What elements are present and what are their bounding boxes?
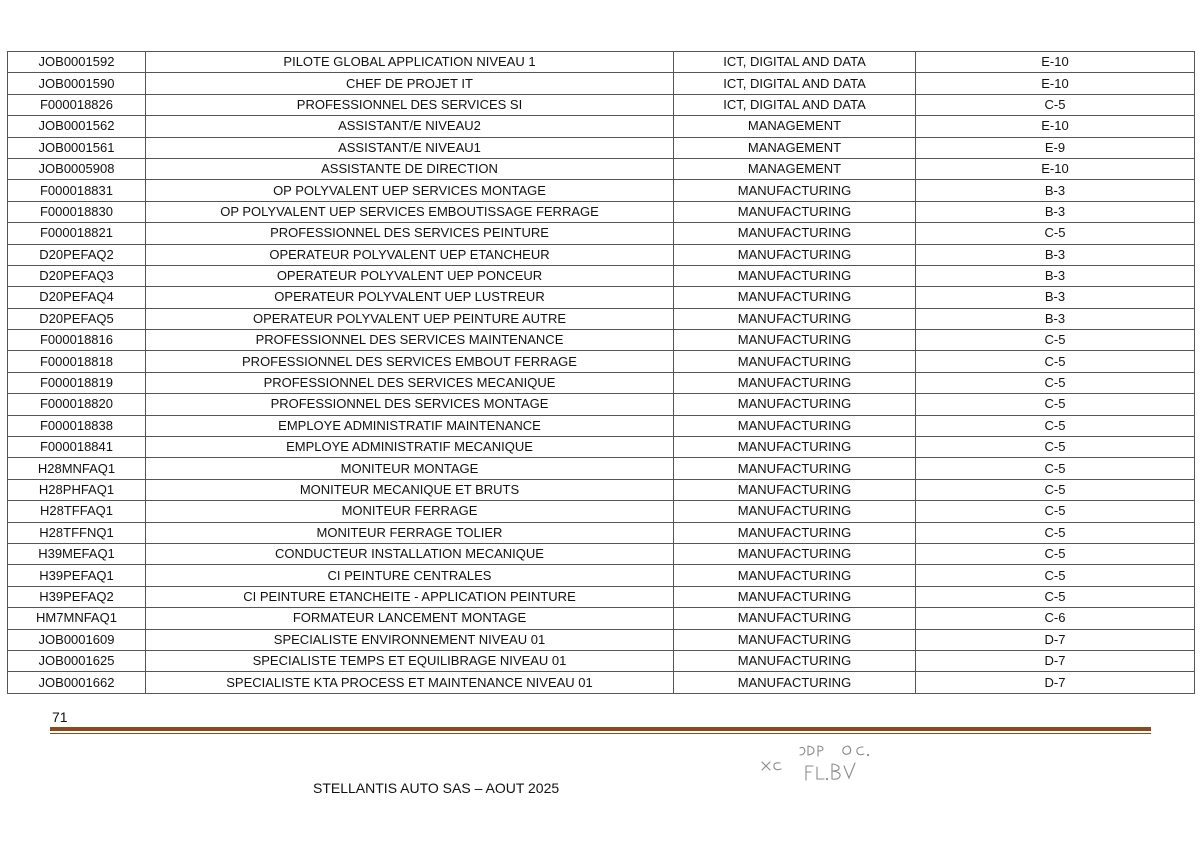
job-code-cell: F000018819: [8, 372, 146, 393]
table-row: [8, 330, 1195, 351]
job-grade-cell: E-10: [916, 116, 1195, 137]
job-table-container: [7, 51, 1194, 694]
job-code-cell: H28TFFNQ1: [8, 522, 146, 543]
job-code-cell: JOB0001561: [8, 137, 146, 158]
job-grade-cell: C-5: [916, 330, 1195, 351]
job-code-cell: D20PEFAQ3: [8, 265, 146, 286]
job-grade-cell: C-5: [916, 351, 1195, 372]
table-row: [8, 265, 1195, 286]
job-code-cell: H28MNFAQ1: [8, 458, 146, 479]
job-title-cell: PROFESSIONNEL DES SERVICES SI: [146, 94, 674, 115]
job-domain-cell: MANUFACTURING: [674, 201, 916, 222]
table-row: [8, 501, 1195, 522]
job-domain-cell: MANUFACTURING: [674, 180, 916, 201]
job-title-cell: CONDUCTEUR INSTALLATION MECANIQUE: [146, 543, 674, 564]
table-row: [8, 116, 1195, 137]
job-grade-cell: D-7: [916, 672, 1195, 693]
job-grade-cell: B-3: [916, 287, 1195, 308]
table-row: [8, 223, 1195, 244]
job-title-cell: PROFESSIONNEL DES SERVICES MECANIQUE: [146, 372, 674, 393]
job-title-cell: OPERATEUR POLYVALENT UEP PONCEUR: [146, 265, 674, 286]
job-grade-cell: C-5: [916, 565, 1195, 586]
job-code-cell: JOB0001590: [8, 73, 146, 94]
job-domain-cell: MANUFACTURING: [674, 244, 916, 265]
job-title-cell: MONITEUR MONTAGE: [146, 458, 674, 479]
job-domain-cell: MANUFACTURING: [674, 308, 916, 329]
job-domain-cell: MANUFACTURING: [674, 543, 916, 564]
job-grade-cell: C-5: [916, 415, 1195, 436]
job-grade-cell: C-6: [916, 608, 1195, 629]
job-domain-cell: MANUFACTURING: [674, 608, 916, 629]
job-domain-cell: MANUFACTURING: [674, 479, 916, 500]
table-row: [8, 437, 1195, 458]
job-grade-cell: C-5: [916, 543, 1195, 564]
table-row: [8, 543, 1195, 564]
job-title-cell: FORMATEUR LANCEMENT MONTAGE: [146, 608, 674, 629]
table-row: [8, 351, 1195, 372]
job-code-cell: H39MEFAQ1: [8, 543, 146, 564]
table-row: [8, 479, 1195, 500]
job-code-cell: F000018831: [8, 180, 146, 201]
job-domain-cell: MANUFACTURING: [674, 650, 916, 671]
job-grade-cell: E-10: [916, 52, 1195, 73]
job-domain-cell: MANAGEMENT: [674, 116, 916, 137]
job-domain-cell: ICT, DIGITAL AND DATA: [674, 94, 916, 115]
job-code-cell: F000018820: [8, 394, 146, 415]
job-grade-cell: B-3: [916, 201, 1195, 222]
table-row: [8, 522, 1195, 543]
job-code-cell: F000018816: [8, 330, 146, 351]
job-title-cell: OPERATEUR POLYVALENT UEP LUSTREUR: [146, 287, 674, 308]
footer-company-date: STELLANTIS AUTO SAS – AOUT 2025: [313, 780, 560, 796]
table-row: [8, 73, 1195, 94]
job-title-cell: CI PEINTURE CENTRALES: [146, 565, 674, 586]
job-title-cell: PROFESSIONNEL DES SERVICES EMBOUT FERRAGE: [146, 351, 674, 372]
table-row: [8, 244, 1195, 265]
table-row: [8, 94, 1195, 115]
table-row: [8, 608, 1195, 629]
job-code-cell: JOB0001562: [8, 116, 146, 137]
job-title-cell: SPECIALISTE KTA PROCESS ET MAINTENANCE NIVEAU 01: [146, 672, 674, 693]
job-grade-cell: B-3: [916, 180, 1195, 201]
job-domain-cell: MANUFACTURING: [674, 586, 916, 607]
job-code-cell: H28PHFAQ1: [8, 479, 146, 500]
job-domain-cell: MANUFACTURING: [674, 394, 916, 415]
job-domain-cell: MANUFACTURING: [674, 629, 916, 650]
job-grade-cell: C-5: [916, 94, 1195, 115]
job-domain-cell: MANUFACTURING: [674, 415, 916, 436]
page-number: 71: [52, 709, 68, 725]
job-code-cell: H28TFFAQ1: [8, 501, 146, 522]
job-code-cell: F000018830: [8, 201, 146, 222]
job-title-cell: PILOTE GLOBAL APPLICATION NIVEAU 1: [146, 52, 674, 73]
job-title-cell: ASSISTANT/E NIVEAU1: [146, 137, 674, 158]
job-code-cell: F000018841: [8, 437, 146, 458]
job-grade-cell: B-3: [916, 265, 1195, 286]
job-domain-cell: MANUFACTURING: [674, 265, 916, 286]
footer-rule-thick: [50, 727, 1151, 731]
job-title-cell: EMPLOYE ADMINISTRATIF MAINTENANCE: [146, 415, 674, 436]
table-row: [8, 308, 1195, 329]
job-code-cell: D20PEFAQ5: [8, 308, 146, 329]
table-row: [8, 372, 1195, 393]
job-title-cell: PROFESSIONNEL DES SERVICES MONTAGE: [146, 394, 674, 415]
footer-rule-thin: [50, 733, 1151, 734]
table-row: [8, 180, 1195, 201]
job-title-cell: ASSISTANTE DE DIRECTION: [146, 158, 674, 179]
job-title-cell: MONITEUR FERRAGE TOLIER: [146, 522, 674, 543]
job-grade-cell: C-5: [916, 372, 1195, 393]
job-domain-cell: ICT, DIGITAL AND DATA: [674, 52, 916, 73]
handwritten-initials-signature: [760, 738, 890, 788]
table-row: [8, 394, 1195, 415]
job-title-cell: SPECIALISTE ENVIRONNEMENT NIVEAU 01: [146, 629, 674, 650]
job-domain-cell: MANAGEMENT: [674, 137, 916, 158]
job-title-cell: OP POLYVALENT UEP SERVICES MONTAGE: [146, 180, 674, 201]
job-code-cell: JOB0001662: [8, 672, 146, 693]
job-domain-cell: MANUFACTURING: [674, 372, 916, 393]
job-grade-cell: B-3: [916, 308, 1195, 329]
job-grade-cell: C-5: [916, 437, 1195, 458]
job-title-cell: PROFESSIONNEL DES SERVICES PEINTURE: [146, 223, 674, 244]
table-row: [8, 137, 1195, 158]
job-code-cell: JOB0005908: [8, 158, 146, 179]
table-row: [8, 287, 1195, 308]
job-code-cell: H39PEFAQ2: [8, 586, 146, 607]
job-code-cell: JOB0001625: [8, 650, 146, 671]
table-row: [8, 458, 1195, 479]
job-table-body: [8, 52, 1195, 694]
job-code-cell: F000018818: [8, 351, 146, 372]
job-title-cell: ASSISTANT/E NIVEAU2: [146, 116, 674, 137]
job-domain-cell: MANUFACTURING: [674, 330, 916, 351]
job-title-cell: CI PEINTURE ETANCHEITE - APPLICATION PEINTURE: [146, 586, 674, 607]
job-grade-cell: C-5: [916, 223, 1195, 244]
job-grade-cell: C-5: [916, 522, 1195, 543]
job-code-cell: F000018838: [8, 415, 146, 436]
job-grade-cell: D-7: [916, 629, 1195, 650]
job-title-cell: EMPLOYE ADMINISTRATIF MECANIQUE: [146, 437, 674, 458]
job-title-cell: OPERATEUR POLYVALENT UEP ETANCHEUR: [146, 244, 674, 265]
job-title-cell: OPERATEUR POLYVALENT UEP PEINTURE AUTRE: [146, 308, 674, 329]
job-title-cell: MONITEUR FERRAGE: [146, 501, 674, 522]
job-grade-cell: C-5: [916, 394, 1195, 415]
job-domain-cell: MANUFACTURING: [674, 437, 916, 458]
job-grade-cell: C-5: [916, 458, 1195, 479]
table-row: [8, 415, 1195, 436]
job-code-cell: JOB0001592: [8, 52, 146, 73]
job-grade-cell: D-7: [916, 650, 1195, 671]
job-code-cell: JOB0001609: [8, 629, 146, 650]
job-domain-cell: MANUFACTURING: [674, 565, 916, 586]
job-title-cell: MONITEUR MECANIQUE ET BRUTS: [146, 479, 674, 500]
job-code-cell: F000018826: [8, 94, 146, 115]
job-grade-cell: E-10: [916, 73, 1195, 94]
table-row: [8, 52, 1195, 73]
job-domain-cell: MANUFACTURING: [674, 351, 916, 372]
job-title-cell: PROFESSIONNEL DES SERVICES MAINTENANCE: [146, 330, 674, 351]
table-row: [8, 672, 1195, 693]
job-code-cell: HM7MNFAQ1: [8, 608, 146, 629]
table-row: [8, 158, 1195, 179]
job-grade-cell: E-10: [916, 158, 1195, 179]
job-domain-cell: ICT, DIGITAL AND DATA: [674, 73, 916, 94]
job-code-cell: H39PEFAQ1: [8, 565, 146, 586]
table-row: [8, 650, 1195, 671]
job-grade-cell: E-9: [916, 137, 1195, 158]
job-domain-cell: MANAGEMENT: [674, 158, 916, 179]
job-domain-cell: MANUFACTURING: [674, 223, 916, 244]
table-row: [8, 201, 1195, 222]
job-table: [7, 51, 1195, 694]
job-grade-cell: C-5: [916, 479, 1195, 500]
job-grade-cell: C-5: [916, 501, 1195, 522]
table-row: [8, 565, 1195, 586]
job-code-cell: D20PEFAQ4: [8, 287, 146, 308]
job-title-cell: OP POLYVALENT UEP SERVICES EMBOUTISSAGE FERRAGE: [146, 201, 674, 222]
job-title-cell: SPECIALISTE TEMPS ET EQUILIBRAGE NIVEAU 01: [146, 650, 674, 671]
job-domain-cell: MANUFACTURING: [674, 672, 916, 693]
table-row: [8, 586, 1195, 607]
job-domain-cell: MANUFACTURING: [674, 458, 916, 479]
job-title-cell: CHEF DE PROJET IT: [146, 73, 674, 94]
job-domain-cell: MANUFACTURING: [674, 501, 916, 522]
table-row: [8, 629, 1195, 650]
job-domain-cell: MANUFACTURING: [674, 287, 916, 308]
job-code-cell: F000018821: [8, 223, 146, 244]
job-grade-cell: B-3: [916, 244, 1195, 265]
job-grade-cell: C-5: [916, 586, 1195, 607]
job-code-cell: D20PEFAQ2: [8, 244, 146, 265]
job-domain-cell: MANUFACTURING: [674, 522, 916, 543]
